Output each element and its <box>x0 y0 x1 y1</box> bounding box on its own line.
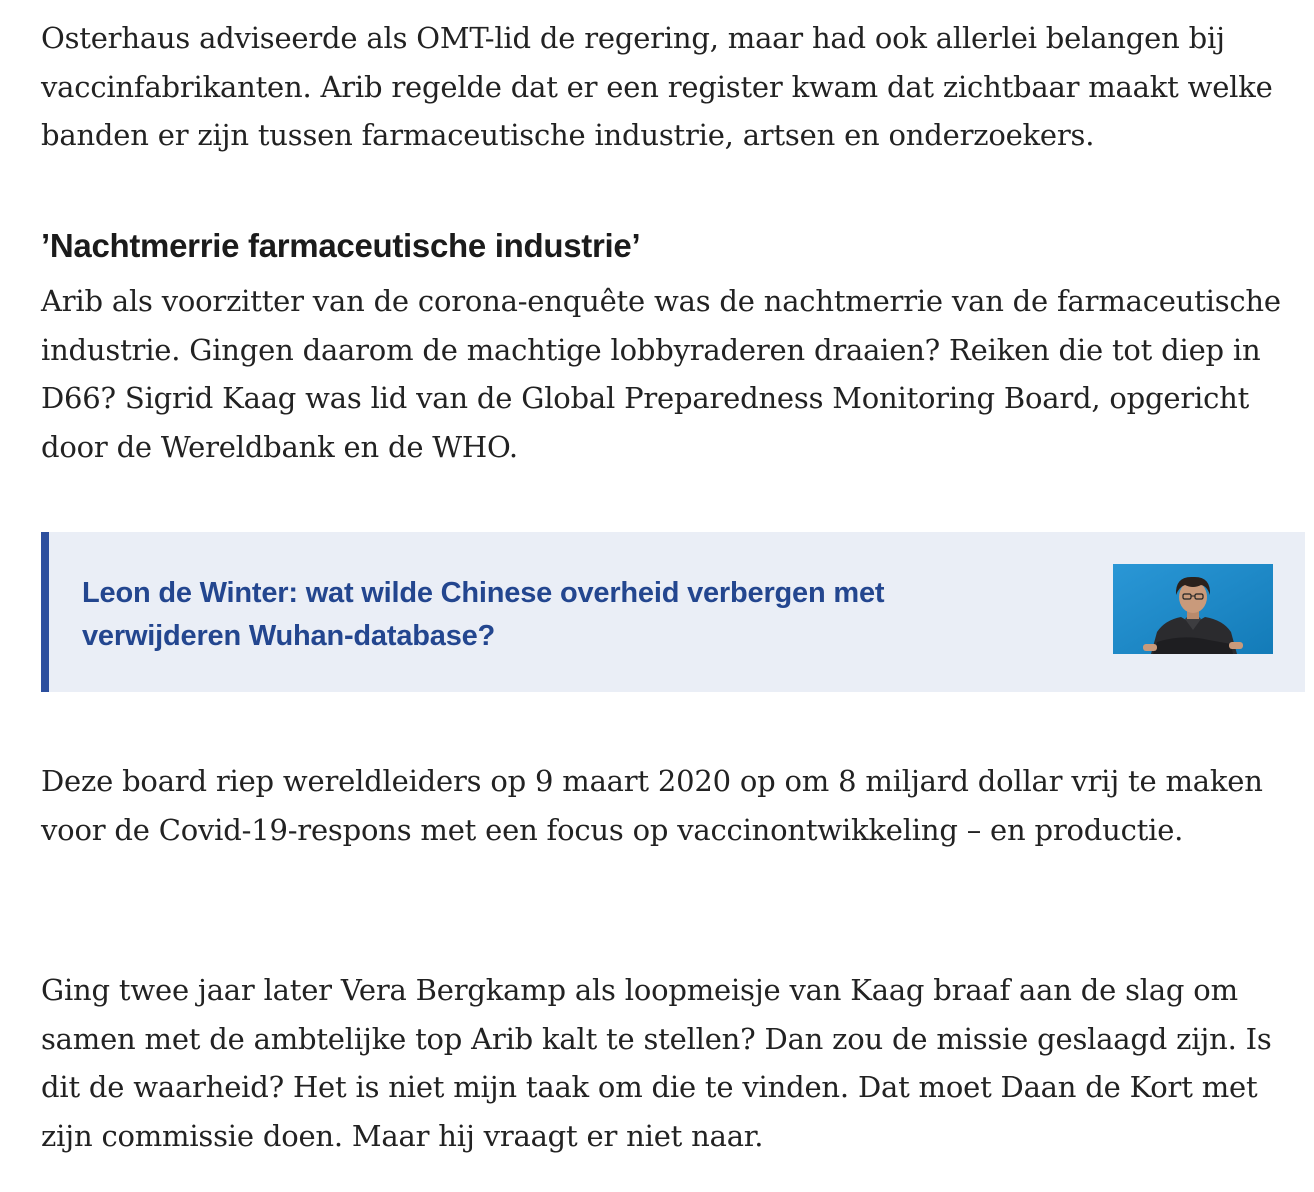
portrait-photo-icon <box>1113 564 1273 654</box>
related-article-title[interactable]: Leon de Winter: wat wilde Chinese overheid verbergen met verwijderen Wuhan-database? <box>82 577 885 652</box>
article-paragraph: Osterhaus adviseerde als OMT-lid de regering, maar had ook allerlei belangen bij vaccinfabrikanten. Arib regelde dat er een register kwam dat zichtbaar maakt welke banden er zijn tussen farmaceutische industrie, artsen en onderzoekers. <box>41 21 1273 152</box>
article-paragraph: Arib als voorzitter van de corona-enquête was de nachtmerrie van de farmaceutische industrie. Gingen daarom de machtige lobbyraderen draaien? Reiken die tot diep in D66? Sigrid Kaag was lid van de Global Preparedness Monitoring Board, opgericht door de Wereldbank en de WHO. <box>41 284 1281 464</box>
related-article-thumbnail[interactable] <box>1113 564 1273 654</box>
section-heading: ’Nachtmerrie farmaceutische industrie’ <box>41 227 641 264</box>
article-paragraph: Deze board riep wereldleiders op 9 maart 2020 op om 8 miljard dollar vrij te maken voor de Covid-19-respons met een focus op vaccinontwikkeling – en productie. <box>41 764 1263 847</box>
related-article-card[interactable] <box>41 532 1305 692</box>
article-paragraph: Ging twee jaar later Vera Bergkamp als loopmeisje van Kaag braaf aan de slag om samen met de ambtelijke top Arib kalt te stellen? Dan zou de missie geslaagd zijn. Is dit de waarheid? Het is niet mijn taak om die te vinden. Dat moet Daan de Kort met zijn commissie doen. Maar hij vraagt er niet naar. <box>41 973 1272 1153</box>
